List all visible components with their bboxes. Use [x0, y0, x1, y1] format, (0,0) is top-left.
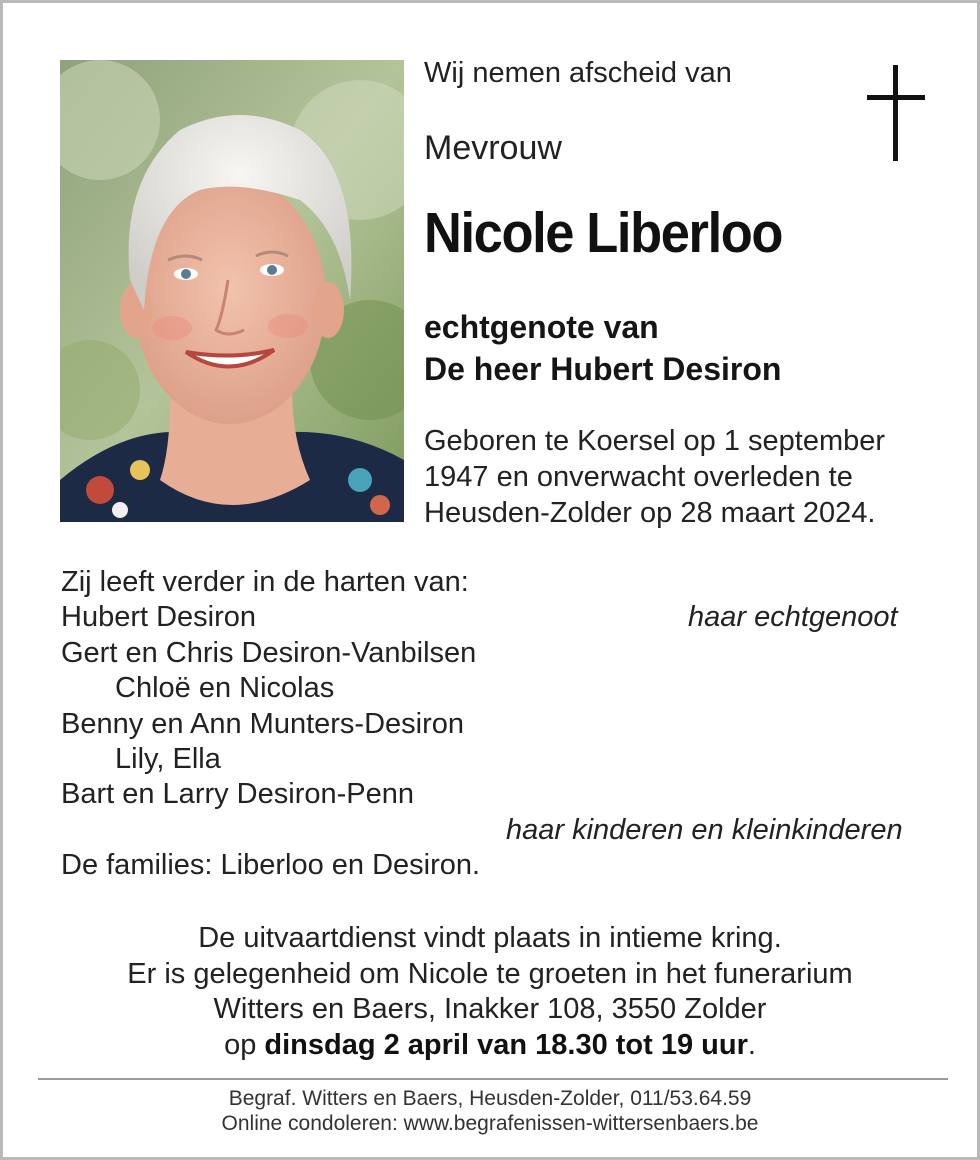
- service-line-4-suffix: .: [747, 1028, 756, 1061]
- husband-name: Hubert Desiron: [61, 601, 257, 634]
- family-row-child-1: Gert en Chris Desiron-Vanbilsen: [61, 636, 477, 669]
- portrait-image: [60, 60, 404, 522]
- family-row-grandchildren-2: Lily, Ella: [115, 742, 221, 775]
- portrait-photo: [60, 60, 404, 522]
- salutation: Mevrouw: [424, 129, 562, 167]
- service-line-4: [3, 1028, 977, 1064]
- husband-role: haar echtgenoot: [688, 601, 898, 634]
- service-info: [3, 921, 977, 1063]
- family-row-child-3: Bart en Larry Desiron-Penn: [61, 778, 414, 811]
- service-line-3: Witters en Baers, Inakker 108, 3550 Zolder: [213, 993, 767, 1025]
- footer: [3, 1086, 977, 1136]
- family-row-husband: [61, 600, 927, 635]
- online-condolence-link[interactable]: Online condoleren: www.begrafenissen-wittersenbaers.be: [221, 1112, 759, 1135]
- family-row-children-role: [61, 813, 927, 848]
- footer-divider: [38, 1078, 948, 1080]
- intro-text: Wij nemen afscheid van: [424, 57, 732, 89]
- service-date-time: dinsdag 2 april van 18.30 tot 19 uur: [264, 1028, 748, 1061]
- birth-death-text: [424, 423, 885, 531]
- spouse-block: [424, 306, 781, 390]
- family-row-grandchildren-1: Chloë en Nicolas: [115, 672, 335, 705]
- birth-line-3: Heusden-Zolder op 28 maart 2024.: [424, 497, 876, 529]
- service-line-2: Er is gelegenheid om Nicole te groeten in het funerarium: [127, 957, 853, 990]
- birth-line-2: 1947 en onverwacht overleden te: [424, 461, 853, 493]
- birth-line-1: Geboren te Koersel op 1 september: [424, 425, 886, 457]
- children-role: haar kinderen en kleinkinderen: [506, 813, 903, 846]
- family-row-families: De families: Liberloo en Desiron.: [61, 849, 481, 882]
- family-row-child-2: Benny en Ann Munters-Desiron: [61, 707, 464, 740]
- family-heading: Zij leeft verder in de harten van:: [61, 566, 469, 598]
- funeral-home-contact: Begraf. Witters en Baers, Heusden-Zolder, 011/53.64.59: [228, 1087, 752, 1110]
- spouse-line-1: echtgenote van: [424, 309, 659, 345]
- family-list: [61, 565, 927, 884]
- cross-icon: [867, 65, 925, 161]
- service-line-4-prefix: op: [224, 1028, 265, 1061]
- deceased-name: Nicole Liberloo: [424, 201, 783, 265]
- service-line-1: De uitvaartdienst vindt plaats in intieme kring.: [198, 922, 782, 954]
- spouse-line-2: De heer Hubert Desiron: [424, 351, 782, 387]
